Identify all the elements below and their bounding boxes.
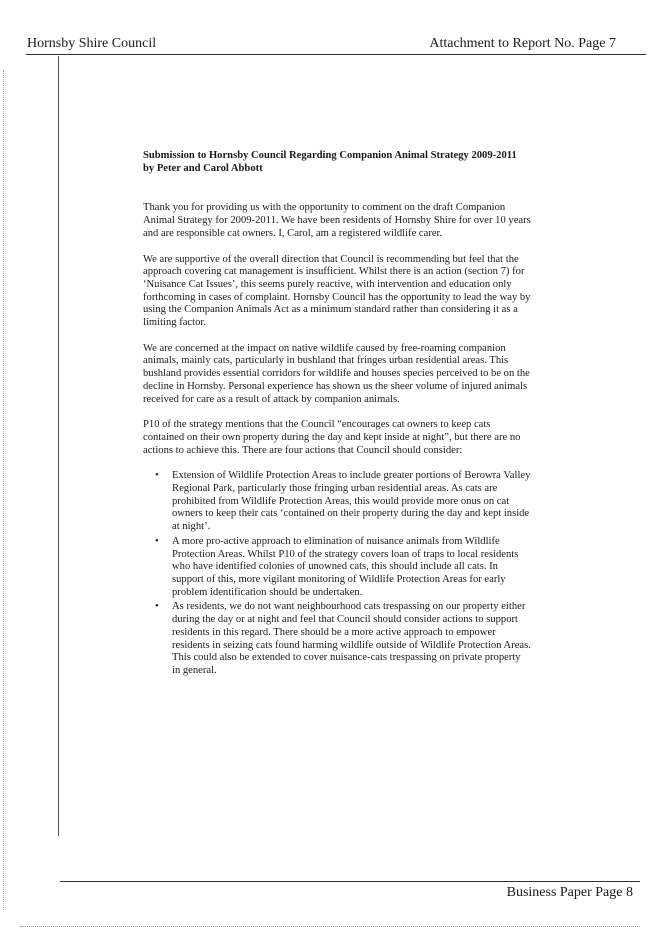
list-item [155, 535, 531, 600]
footer-divider [60, 881, 640, 882]
paragraph-strategy-p10: P10 of the strategy mentions that the Council “encourages cat owners to keep cats contained on their own property during the day and kept inside at night”, but there are no actions to achieve this. There are four actions that Council should consider: [143, 419, 521, 456]
list-item-text: Extension of Wildlife Protection Areas to include greater portions of Berowra Valley Regional Park, particularly those fringing urban residential areas. As cats are prohibited from Wildlife Protection Areas, this would provide more onus on cat owners to keep their cats ‘contained on their property during the day and kept inside at night’. [172, 470, 531, 533]
list-item-text: A more pro-active approach to elimination of nuisance animals from Wildlife Protection Areas. Whilst P10 of the strategy covers loan of traps to local residents who have identified colonies of unowned cats, this should include all cats. In support of this, more vigilant monitoring of Wildlife Protection Areas for early problem identification should be undertaken. [172, 535, 519, 598]
list-item [155, 470, 531, 534]
action-list [143, 470, 531, 677]
bullet-icon: • [155, 470, 159, 482]
list-item [155, 601, 531, 677]
document-title [143, 150, 531, 175]
title-line-1: Submission to Hornsby Council Regarding Companion Animal Strategy 2009-2011 [143, 150, 517, 161]
paragraph-concern: We are concerned at the impact on native wildlife caused by free-roaming companion animals, mainly cats, particularly in bushland that fringes urban residential areas. This bushland provides essential corridors for wildlife and houses species perceived to be on the decline in Hornsby. Personal experience has shown us the sheer volume of injured animals received for care as a result of attack by companion animals. [143, 342, 530, 405]
document-body [143, 150, 531, 680]
list-item-text: As residents, we do not want neighbourhood cats trespassing on our property either during the day or at night and feel that Council should consider actions to support residents in this regard. There should be a more active approach to empower residents in seizing cats found harming wildlife outside of Wildlife Protection Areas. This could also be extended to cover nuisance-cats trespassing on private property in general. [172, 601, 531, 676]
paragraph-support: We are supportive of the overall direction that Council is recommending but feel that the approach covering cat management is insufficient. Whilst there is an action (section 7) for ‘Nuisance Cat Issues’, this seems purely reactive, with intervention and education only forthcoming in cases of complaint. Hornsby Council has the opportunity to lead the way by using the Companion Animals Act as a minimum standard rather than considering it as a limiting factor. [143, 253, 531, 329]
header-organization: Hornsby Shire Council [27, 36, 157, 51]
footer-page-label: Business Paper Page 8 [506, 885, 633, 900]
scan-page-edge [3, 70, 4, 910]
scan-bottom-edge [20, 926, 640, 927]
bullet-icon: • [155, 535, 159, 547]
bullet-icon: • [155, 601, 159, 613]
title-line-2: by Peter and Carol Abbott [143, 162, 263, 174]
header-attachment-page: Attachment to Report No. Page 7 [429, 36, 616, 51]
left-margin-bar [58, 56, 59, 836]
paragraph-intro: Thank you for providing us with the opportunity to comment on the draft Companion Animal Strategy for 2009-2011. We have been residents of Hornsby Shire for over 10 years and are responsible cat owners. I, Carol, am a registered wildlife carer. [143, 202, 531, 239]
header-divider [26, 54, 646, 55]
